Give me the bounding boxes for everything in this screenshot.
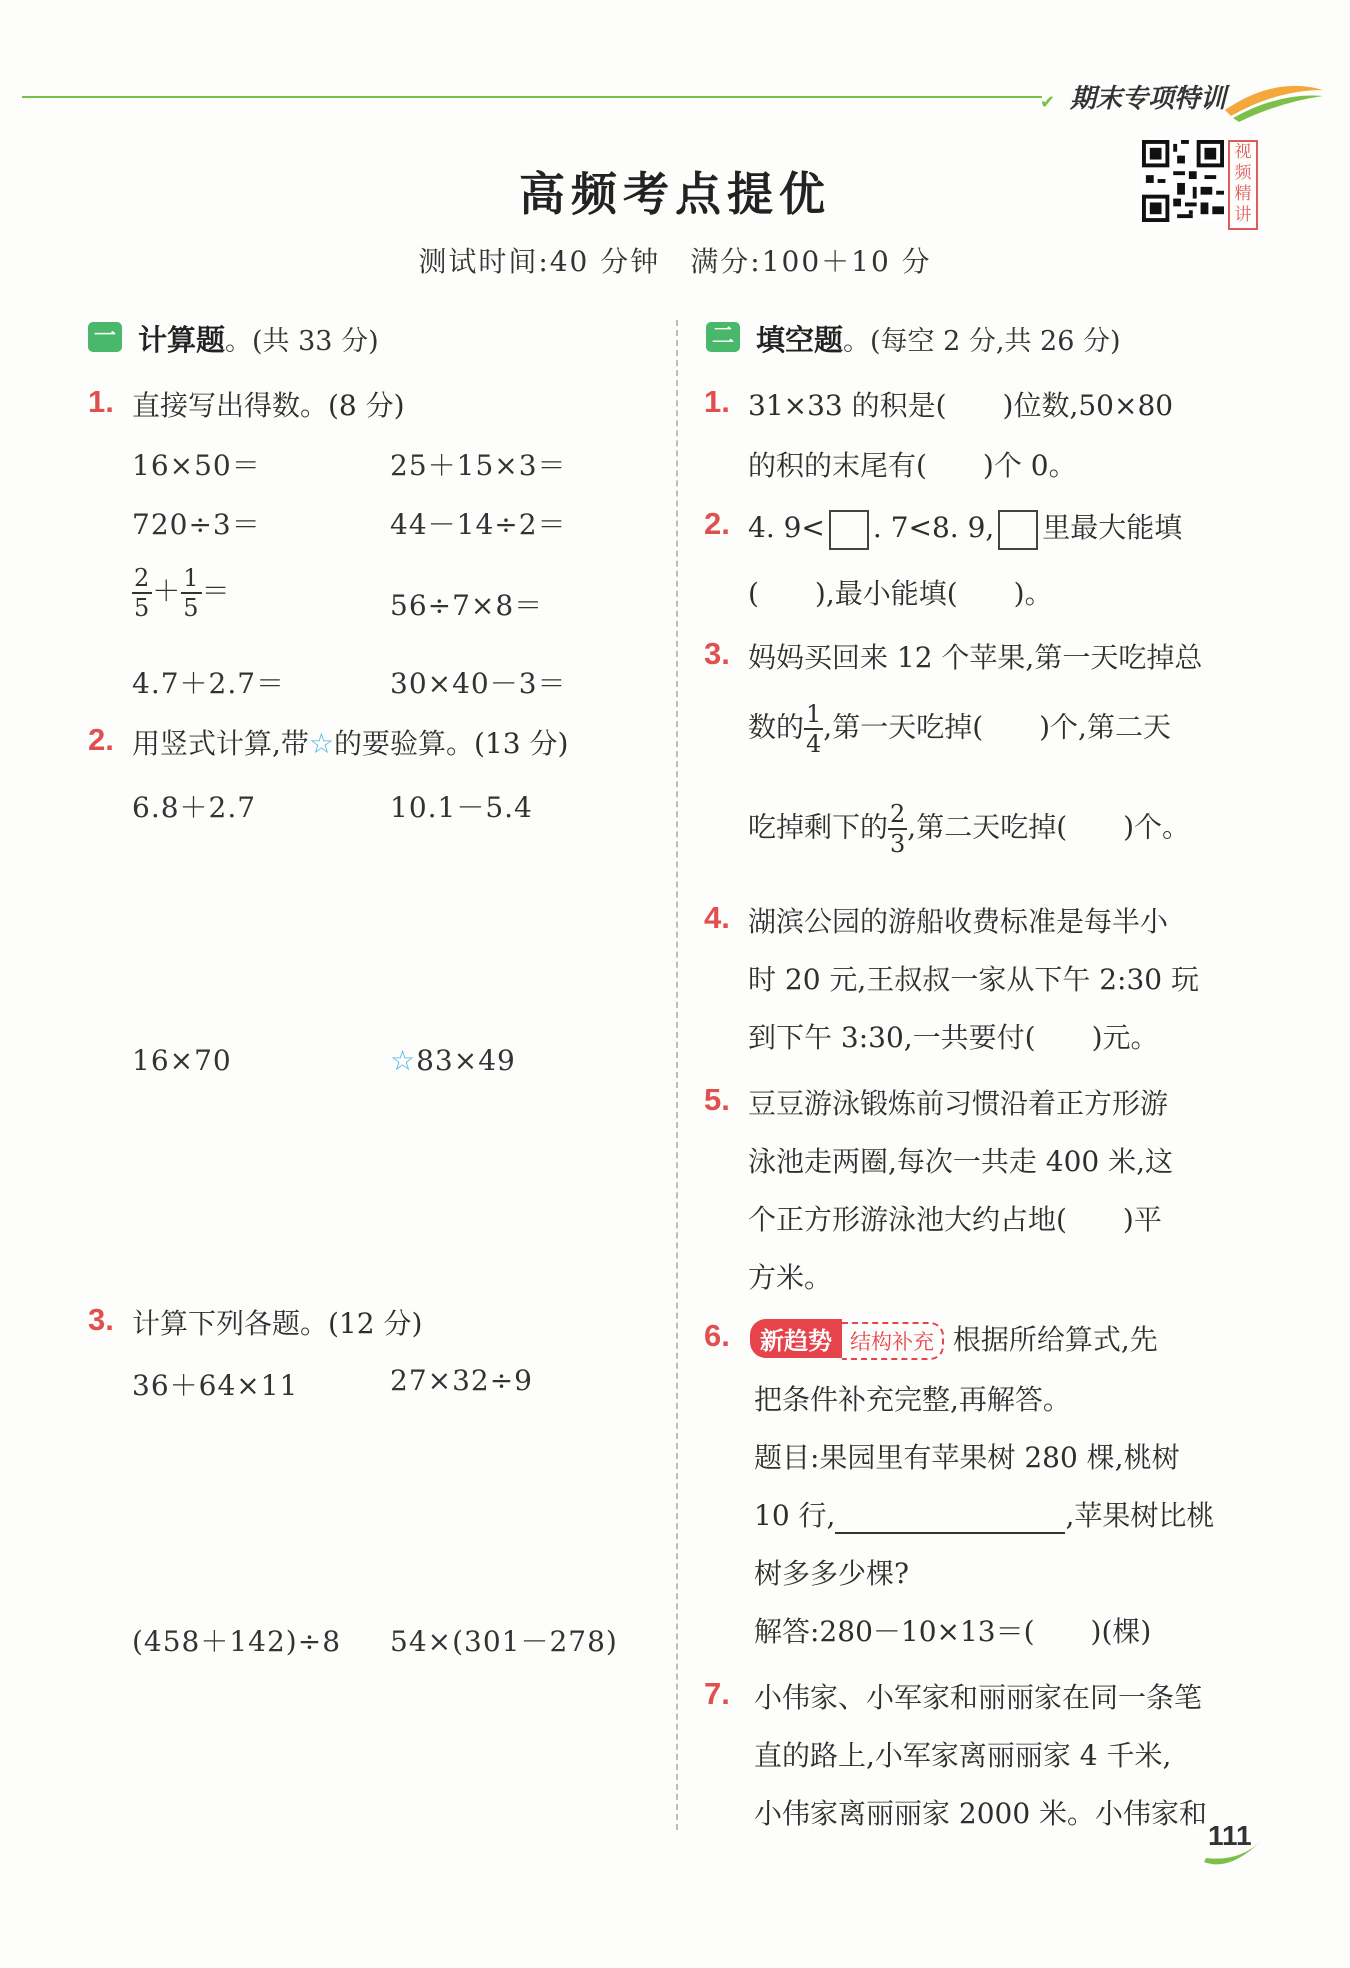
vertical-calc-item-starred: ☆83×49 — [390, 1044, 516, 1077]
fill-in-line[interactable] — [835, 1504, 1065, 1534]
vertical-calc-item: 10.1－5.4 — [390, 791, 533, 824]
section-one-title: 计算题 — [138, 323, 226, 357]
section-two-title: 填空题 — [756, 323, 844, 357]
right-q6-line: 把条件补充完整,再解答。 — [754, 1383, 1071, 1416]
right-q5-number: 5. — [704, 1082, 730, 1117]
video-lecture-label[interactable]: 视频精讲 — [1228, 140, 1258, 230]
calc-item: 720÷3＝ — [132, 508, 261, 541]
page-title: 高频考点提优 — [519, 167, 831, 221]
right-q2-number: 2. — [704, 506, 730, 541]
calc-item: 54×(301－278) — [390, 1625, 618, 1658]
left-q2-number: 2. — [88, 722, 114, 757]
calc-item: 56÷7×8＝ — [390, 589, 544, 622]
fraction: $\frac{2}{3}$ — [890, 800, 906, 858]
section-one-note: 。(共 33 分) — [225, 326, 379, 357]
right-q1-number: 1. — [704, 384, 730, 419]
right-q6-line: 新趋势 结构补充 根据所给算式,先 — [750, 1318, 1158, 1360]
section-one-heading — [138, 318, 379, 359]
vertical-calc-item: 6.8＋2.7 — [132, 791, 257, 824]
right-q3-line: 妈妈买回来 12 个苹果,第一天吃掉总 — [748, 641, 1203, 674]
star-icon: ☆ — [308, 727, 335, 760]
checkmark-icon: ✔ — [1040, 92, 1056, 113]
vertical-calc-item: 16×70 — [132, 1044, 232, 1077]
calc-item: (458＋142)÷8 — [132, 1625, 342, 1658]
right-q5-line: 方米。 — [748, 1261, 833, 1294]
qr-code-icon[interactable] — [1142, 140, 1224, 222]
right-q7-line: 小伟家离丽丽家 2000 米。小伟家和 — [754, 1797, 1208, 1830]
calc-item: 36＋64×11 — [132, 1369, 299, 1402]
right-q7-line: 直的路上,小军家离丽丽家 4 千米, — [754, 1739, 1172, 1772]
fraction-sum-item: $\frac{2}{5}$ ＋ $\frac{1}{5}$ ＝ — [134, 564, 231, 622]
right-q1-line: 的积的末尾有( )个 0。 — [748, 449, 1077, 482]
right-q5-line: 泳池走两圈,每次一共走 400 米,这 — [748, 1145, 1174, 1178]
right-q4-line: 湖滨公园的游船收费标准是每半小 — [748, 905, 1169, 938]
page-number: 111 — [1208, 1820, 1252, 1851]
swoosh-icon — [1225, 82, 1325, 122]
trend-badge: 新趋势 — [750, 1319, 842, 1358]
right-q6-line: 10 行, ,苹果树比桃 — [754, 1499, 1215, 1532]
left-q1-number: 1. — [88, 384, 114, 419]
calc-item: 27×32÷9 — [390, 1364, 533, 1397]
fraction: $\frac{1}{5}$ — [183, 564, 200, 622]
right-q6-answer: 解答:280－10×13＝( )(棵) — [754, 1615, 1152, 1648]
right-q7-number: 7. — [704, 1676, 730, 1711]
calc-item: 4.7＋2.7＝ — [132, 667, 286, 700]
right-q4-line: 时 20 元,王叔叔一家从下午 2:30 玩 — [748, 963, 1200, 996]
series-tag: 期末专项特训 — [1070, 84, 1227, 114]
right-q2-line: ( ),最小能填( )。 — [748, 577, 1053, 610]
section-two-badge: 二 — [706, 322, 740, 352]
page-swoosh-icon — [1200, 1832, 1270, 1872]
right-q2-line: 4. 9< . 7<8. 9, 里最大能填 — [748, 506, 1182, 550]
right-q5-line: 豆豆游泳锻炼前习惯沿着正方形游 — [748, 1087, 1169, 1120]
section-two-heading — [756, 318, 1121, 359]
right-q3-line: 吃掉剩下的 $\frac{2}{3}$ ,第二天吃掉( )个。 — [748, 800, 1191, 858]
test-info: 测试时间:40 分钟 满分:100＋10 分 — [418, 245, 932, 278]
column-divider — [676, 320, 678, 1830]
right-q4-line: 到下午 3:30,一共要付( )元。 — [748, 1021, 1159, 1054]
right-q6-number: 6. — [704, 1318, 730, 1353]
right-q3-line: 数的 $\frac{1}{4}$ ,第一天吃掉( )个,第二天 — [748, 700, 1171, 758]
answer-box[interactable] — [829, 510, 869, 550]
right-q6-line: 树多多少棵? — [754, 1557, 910, 1590]
fraction: $\frac{2}{5}$ — [134, 564, 151, 622]
answer-box[interactable] — [998, 510, 1038, 550]
left-q1-text: 直接写出得数。(8 分) — [132, 389, 405, 422]
trend-badge-sub: 结构补充 — [842, 1322, 944, 1360]
calc-item: 30×40－3＝ — [390, 667, 567, 700]
right-q3-number: 3. — [704, 636, 730, 671]
calc-item: 44－14÷2＝ — [390, 508, 567, 541]
right-q7-line: 小伟家、小军家和丽丽家在同一条笔 — [754, 1681, 1203, 1714]
star-icon: ☆ — [390, 1044, 417, 1077]
right-q6-line: 题目:果园里有苹果树 280 棵,桃树 — [754, 1441, 1180, 1474]
calc-item: 25＋15×3＝ — [390, 449, 567, 482]
section-two-note: 。(每空 2 分,共 26 分) — [843, 326, 1121, 357]
right-q5-line: 个正方形游泳池大约占地( )平 — [748, 1203, 1162, 1236]
section-one-badge: 一 — [88, 322, 122, 352]
left-q2-text: 用竖式计算,带☆的要验算。(13 分) — [132, 727, 569, 760]
header-rule — [22, 96, 1042, 98]
left-q3-number: 3. — [88, 1302, 114, 1337]
right-q1-line: 31×33 的积是( )位数,50×80 — [748, 389, 1174, 422]
fraction: $\frac{1}{4}$ — [806, 700, 822, 758]
calc-item: 16×50＝ — [132, 449, 261, 482]
left-q3-text: 计算下列各题。(12 分) — [132, 1307, 423, 1340]
right-q4-number: 4. — [704, 900, 730, 935]
